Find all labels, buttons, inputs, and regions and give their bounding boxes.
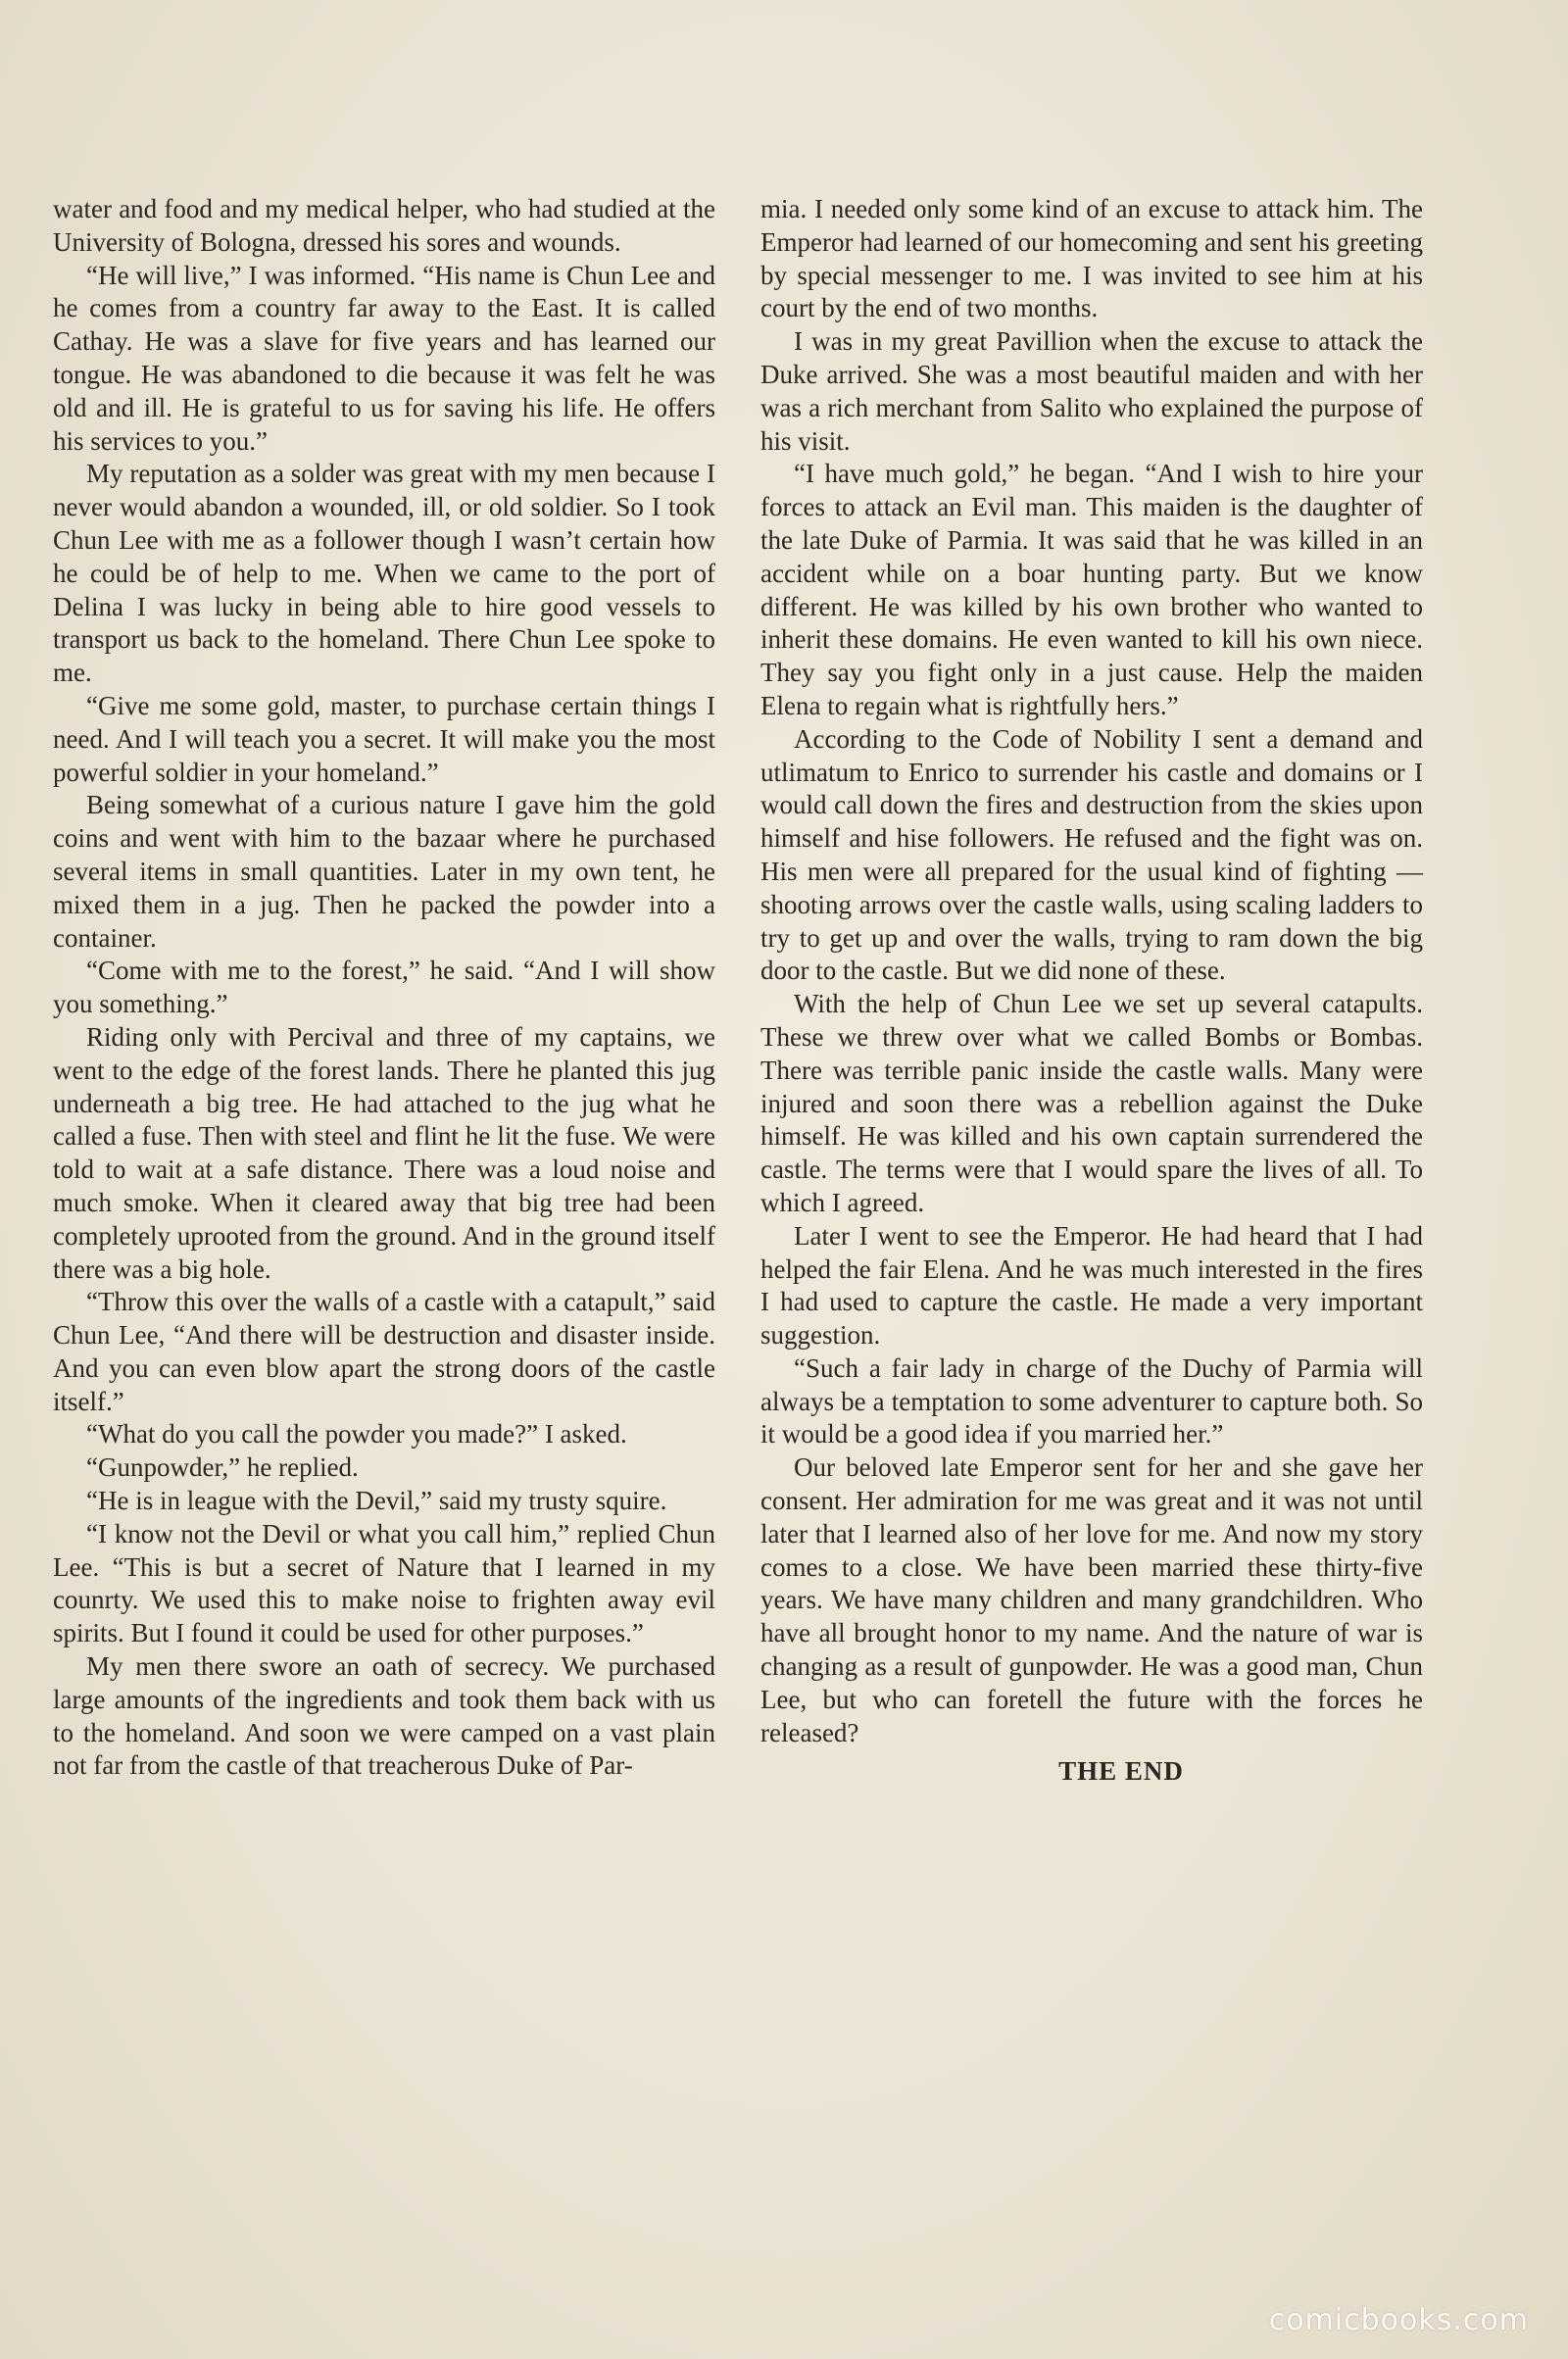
paragraph: “Give me some gold, master, to purchase certain things I need. And I will teach you a secret. It will make you the most powerful soldier in your homeland.” bbox=[53, 690, 715, 787]
paragraph: My reputation as a solder was great with my men because I never would abandon a wounded, ill, or old soldier. So I took Chun Lee with me as a follower though I wasn’t certain how he could be of help to me. When we came to the port of Delina I was lucky in being able to hire good vessels to transport us back to the homeland. There Chun Lee spoke to me. bbox=[53, 459, 715, 688]
paragraph: “What do you call the powder you made?” I asked. bbox=[86, 1419, 627, 1450]
paragraph: My men there swore an oath of secrecy. We purchased large amounts of the ingredients and took them back with us to the homeland. And soon we were camped on a vast plain not far from the castle of that treacherous Duke of Par- bbox=[53, 1651, 715, 1781]
paragraph: “I have much gold,” he began. “And I wish to hire your forces to attack an Evil man. This maiden is the daughter of the late Duke of Parmia. It was said that he was killed in an accident while on a boar hunting party. But we know different. He was killed by his own brother who wanted to inherit these domains. He even wanted to kill his own niece. They say you fight only in a just cause. Help the maiden Elena to regain what is rightfully hers.” bbox=[760, 459, 1423, 720]
paragraph: water and food and my medical helper, who had studied at the University of Bologna, dressed his sores and wounds. bbox=[53, 194, 715, 257]
the-end-label: THE END bbox=[1058, 1756, 1184, 1787]
paragraph: mia. I needed only some kind of an excuse to attack him. The Emperor had learned of our homecoming and sent his greeting by special messenger to me. I was invited to see him at his court by the end of two months. bbox=[760, 194, 1423, 323]
paragraph: “Throw this over the walls of a castle with a catapult,” said Chun Lee, “And there will be destruction and disaster inside. And you can even blow apart the strong doors of the castle itself.” bbox=[53, 1287, 715, 1416]
paragraph: According to the Code of Nobility I sent a demand and utlimatum to Enrico to surrender his castle and domains or I would call down the fires and destruction from the skies upon himself and hise followers. He refused and the fight was on. His men were all prepared for the usual kind of fighting — shooting arrows over the castle walls, using scaling ladders to try to get up and over the walls, trying to ram down the big door to the castle. But we did none of these. bbox=[760, 723, 1423, 986]
paragraph: Being somewhat of a curious nature I gave him the gold coins and went with him to the bazaar where he purchased several items in small quantities. Later in my own tent, he mixed them in a jug. Then he packed the powder into a container. bbox=[53, 790, 715, 953]
left-column bbox=[53, 193, 715, 1783]
paragraph: “Such a fair lady in charge of the Duchy of Parmia will always be a temptation to some adventurer to capture both. So it would be a good idea if you married her.” bbox=[760, 1352, 1423, 1450]
paragraph: “Come with me to the forest,” he said. “And I will show you something.” bbox=[53, 956, 715, 1019]
paragraph: “He is in league with the Devil,” said my trusty squire. bbox=[86, 1486, 667, 1516]
paragraph: Later I went to see the Emperor. He had heard that I had helped the fair Elena. And he was much interested in the fires I had used to capture the castle. He made a very important suggestion. bbox=[760, 1220, 1423, 1351]
paragraph: Riding only with Percival and three of my captains, we went to the edge of the forest lands. There he planted this jug underneath a big tree. He had attached to the jug what he called a fuse. Then with steel and flint he lit the fuse. We were told to wait at a safe distance. There was a loud noise and much smoke. When it cleared away that big tree had been completely uprooted from the ground. And in the ground itself there was a big hole. bbox=[53, 1021, 715, 1284]
paragraph: “He will live,” I was informed. “His name is Chun Lee and he comes from a country far away to the East. It is called Cathay. He was a slave for five years and has learned our tongue. He was abandoned to die because it was felt he was old and ill. He is grateful to us for saving his life. He offers his services to you.” bbox=[53, 260, 715, 456]
paragraph: “I know not the Devil or what you call him,” replied Chun Lee. “This is but a secret of Nature that I learned in my counrty. We used this to make noise to frighten away evil spirits. But I found it could be used for other purposes.” bbox=[53, 1518, 715, 1648]
paragraph: I was in my great Pavillion when the excuse to attack the Duke arrived. She was a most beautiful maiden and with her was a rich merchant from Salito who explained the purpose of his visit. bbox=[760, 326, 1423, 456]
right-column bbox=[760, 193, 1423, 1789]
paragraph: Our beloved late Emperor sent for her and she gave her consent. Her admiration for me was great and it was not until later that I learned also of her love for me. And now my story comes to a close. We have been married these thirty-five years. We have many children and many grandchildren. Who have all brought honor to my name. And the nature of war is changing as a result of gunpowder. He was a good man, Chun Lee, but who can foretell the future with the forces he released? bbox=[760, 1452, 1423, 1747]
watermark: comicbooks.com bbox=[1268, 2303, 1529, 2337]
paragraph: With the help of Chun Lee we set up several catapults. These we threw over what we called Bombs or Bombas. There was terrible panic inside the castle walls. Many were injured and soon there was a rebellion against the Duke himself. He was killed and his own captain surrendered the castle. The terms were that I would spare the lives of all. To which I agreed. bbox=[760, 989, 1423, 1217]
paragraph: “Gunpowder,” he replied. bbox=[86, 1452, 359, 1483]
